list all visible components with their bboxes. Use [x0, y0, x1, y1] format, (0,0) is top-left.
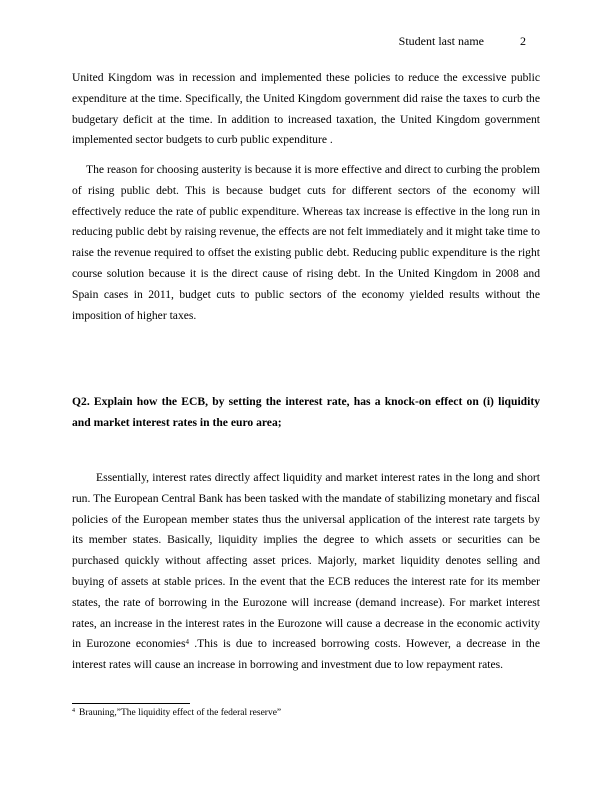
paragraph-3-text-b: .This is due to increased borrowing costs. However, a decrease in the interest rates will cause an increase in borrowing and investment due to low repayment rates. [72, 637, 540, 672]
page-number: 2 [520, 34, 526, 48]
page-header [399, 34, 526, 49]
footnote [72, 708, 281, 718]
paragraph-2: The reason for choosing austerity is because it is more effective and direct to curbing the problem of rising public debt. This is because budget cuts for different sectors of the economy will effectively reduce the rate of public expenditure. Whereas tax increase is effective in the long run in reducing public debt by raising revenue, the effects are not felt immediately and it might take time to raise the revenue required to offset the existing public debt. Reducing public expenditure is the right course solution because it is the direct cause of rising debt. In the United Kingdom in 2008 and Spain cases in 2011, budget cuts to public sectors of the economy yielded results without the imposition of higher taxes. [72, 163, 540, 322]
footnote-number: 4 [72, 708, 75, 714]
paragraph-3-text-a: Essentially, interest rates directly affect liquidity and market interest rates in the long and short run. The European Central Bank has been tasked with the mandate of stabilizing monetary and fiscal policies of the European member states thus the universal application of the interest rate targets by its member states. Basically, liquidity implies the degree to which assets or securities can be purchased quickly without affecting asset prices. Majorly, market liquidity denotes selling and buying of assets at stable prices. In the event that the ECB reduces the interest rate for its member states, the rate of borrowing in the Eurozone will increase (demand increase). For market interest rates, an increase in the interest rates in the Eurozone will cause a decrease in the economic activity in Eurozone economies [72, 471, 540, 651]
paragraph-3 [72, 468, 540, 676]
footnote-separator [72, 703, 190, 704]
footnote-text: Brauning,”The liquidity effect of the federal reserve” [79, 708, 282, 718]
footnote-reference: 4 [185, 638, 189, 647]
question-heading: Q2. Explain how the ECB, by setting the interest rate, has a knock-on effect on (i) liquidity and market interest rates in the euro area; [72, 395, 540, 429]
running-head: Student last name [398, 34, 484, 48]
paragraph-1: United Kingdom was in recession and implemented these policies to reduce the excessive public expenditure at the time. Specifically, the United Kingdom government did raise the taxes to curb the budgetary deficit at the time. In addition to increased taxation, the United Kingdom government implemented sector budgets to curb public expenditure . [72, 71, 540, 147]
